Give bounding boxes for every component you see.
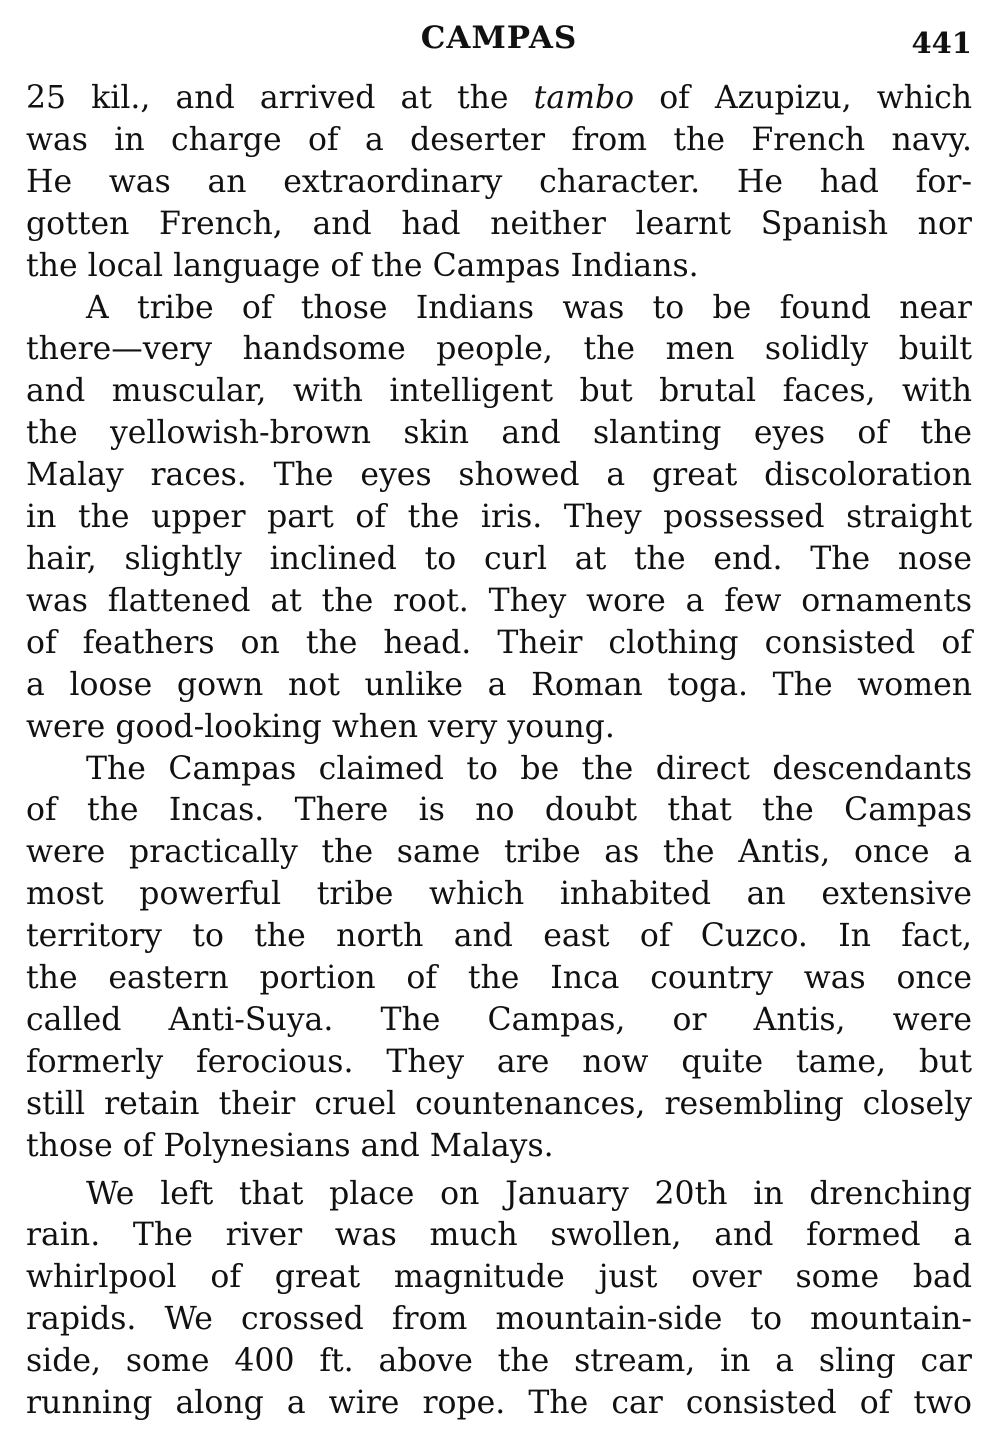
text-line: rapids. We crossed from mountain-side to mountain- [26,1301,972,1338]
text-line: the local language of the Campas Indians. [26,247,699,284]
text-line: still retain their cruel countenances, resembling closely [26,1085,972,1122]
text-line: was flattened at the root. They wore a few ornaments [26,582,972,619]
text-line: most powerful tribe which inhabited an extensive [26,876,972,913]
text-line: rain. The river was much swollen, and formed a [26,1217,972,1254]
text-line: The Campas claimed to be the direct descendants [86,750,972,787]
italic-word: tambo [533,80,635,116]
text-line: were good-looking when very young. [26,708,615,745]
text-line: territory to the north and east of Cuzco. In fact, [26,918,972,955]
text-line: in the upper part of the iris. They possessed straight [26,499,972,536]
text-line: hair, slightly inclined to curl at the end. The nose [26,540,972,577]
text-line: A tribe of those Indians was to be found near [86,289,972,326]
text-line: We left that place on January 20th in drenching [86,1175,972,1212]
body-text [26,78,972,1425]
text-line: called Anti-Suya. The Campas, or Antis, were [26,1001,972,1038]
running-head: CAMPAS [420,20,578,56]
text-line: running along a wire rope. The car consisted of two [26,1385,972,1422]
text-line: 25 kil., and arrived at the tambo of Azupizu, which [26,80,973,116]
text-line: was in charge of a deserter from the French navy. [26,121,972,158]
book-page [26,14,972,1434]
text-line: side, some 400 ft. above the stream, in a sling car [26,1343,972,1380]
text-line: formerly ferocious. They are now quite tame, but [26,1043,972,1080]
text-line: of feathers on the head. Their clothing consisted of [26,624,972,661]
text-line: He was an extraordinary character. He had for- [26,163,972,200]
text-line: of the Incas. There is no doubt that the Campas [26,792,972,829]
page-header [26,14,972,62]
text-line: were practically the same tribe as the Antis, once a [26,834,972,871]
page-number: 441 [911,26,972,60]
text-line: a loose gown not unlike a Roman toga. The women [26,666,972,703]
text-line: the eastern portion of the Inca country was once [26,960,972,997]
text-line: those of Polynesians and Malays. [26,1127,554,1164]
text-line: gotten French, and had neither learnt Spanish nor [26,205,972,242]
text-line: and muscular, with intelligent but brutal faces, with [26,373,972,410]
text-line: the yellowish-brown skin and slanting eyes of the [26,415,972,452]
text-line: Malay races. The eyes showed a great discoloration [26,457,972,494]
text-line: whirlpool of great magnitude just over some bad [26,1259,972,1296]
text-line: there—very handsome people, the men solidly built [26,331,972,368]
